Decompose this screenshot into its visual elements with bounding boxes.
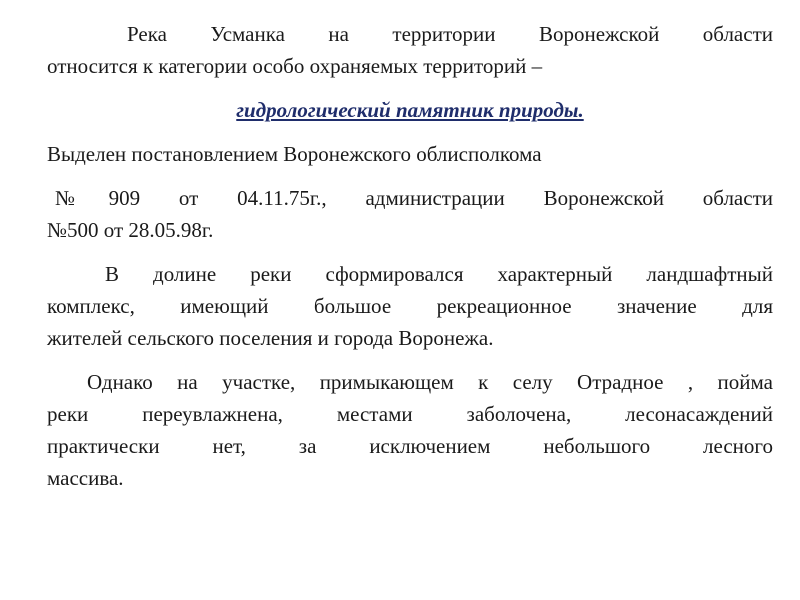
text-line: реки переувлажнена, местами заболочена, лесонасаждений xyxy=(47,402,773,426)
text-line: комплекс, имеющий большое рекреационное значение для xyxy=(47,294,773,318)
text-line: жителей сельского поселения и города Воронежа. xyxy=(47,326,494,350)
paragraph-decree-numbers xyxy=(47,182,773,246)
paragraph-river-status xyxy=(47,18,773,82)
text-line: Однако на участке, примыкающем к селу Отрадное , пойма xyxy=(87,370,773,394)
highlight-block xyxy=(47,94,773,126)
text-line: Река Усманка на территории Воронежской области xyxy=(127,22,773,46)
text-line: Выделен постановлением Воронежского облисполкома xyxy=(47,142,542,166)
text-line: №909 от 04.11.75г., администрации Воронежской области xyxy=(55,186,773,210)
text-line: массива. xyxy=(47,466,124,490)
slide-content xyxy=(47,18,773,494)
text-line: относится к категории особо охраняемых территорий – xyxy=(47,54,543,78)
paragraph-landscape xyxy=(47,258,773,354)
highlighted-category: гидрологический памятник природы. xyxy=(236,98,584,122)
text-line: В долине реки сформировался характерный ландшафтный xyxy=(105,262,773,286)
text-line: №500 от 28.05.98г. xyxy=(47,218,214,242)
paragraph-otradnoe xyxy=(47,366,773,494)
paragraph-resolution xyxy=(47,138,773,170)
text-line: практически нет, за исключением небольшого лесного xyxy=(47,434,773,458)
